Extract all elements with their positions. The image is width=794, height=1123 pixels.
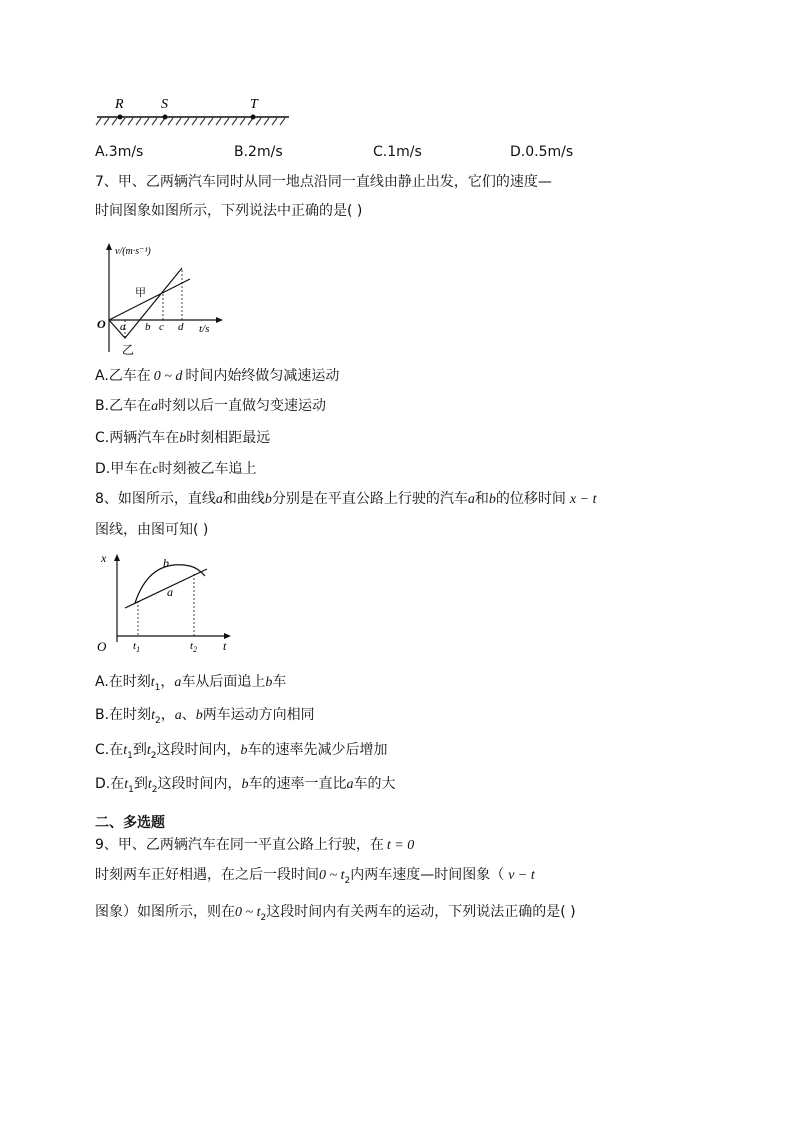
q7-option-c-var: b	[179, 431, 187, 446]
q8-option-a-text2: 车从后面追上	[181, 674, 266, 690]
q7-label-yi: 乙	[122, 343, 135, 357]
q7-label-jia: 甲	[135, 287, 146, 299]
q8-option-d-text: D.在	[95, 776, 125, 792]
q8-option-d-t2: t	[147, 777, 152, 792]
q8-option-a-var2: b	[265, 675, 273, 690]
q7-tick-a: a	[120, 321, 126, 333]
q7-option-a-text2: 时间内始终做匀减速运动	[185, 368, 340, 384]
q9-stem-line3	[95, 902, 576, 928]
q8-option-b-sep: ，	[160, 707, 175, 723]
q6-option-b[interactable]: B.2m/s	[234, 144, 283, 160]
rst-track-figure	[95, 92, 295, 130]
q8-option-b-var: a	[174, 708, 182, 723]
q8-option-b-text: B.在时刻	[95, 707, 152, 723]
section-title-multiple-choice: 二、多选题	[95, 815, 165, 831]
q7-option-a-range: 0 ~ d	[153, 369, 183, 384]
q8-option-c-s2: 2	[150, 750, 157, 761]
q8-option-c-t1: t	[123, 743, 128, 758]
q7-ylabel: v/(m·s⁻¹)	[115, 246, 151, 257]
q7-tick-b: b	[145, 321, 151, 333]
q7-option-c-text: C.两辆汽车在	[95, 430, 180, 446]
q9-stem-text-4: 图象）如图所示，则在	[95, 904, 235, 920]
q8-option-b[interactable]	[95, 705, 315, 731]
q8-origin: O	[97, 639, 107, 654]
q7-option-b-text: B.乙车在	[95, 398, 152, 414]
q8-option-c-text: C.在	[95, 742, 124, 758]
q8-option-c-to: 到	[132, 742, 147, 758]
q8-option-b-text2: 两车运动方向相同	[202, 707, 315, 723]
q7-option-a-text: A.乙车在	[95, 368, 151, 384]
q8-option-c-t2: t	[146, 743, 151, 758]
q9-stem-range: 0 ~ t	[319, 868, 345, 883]
q8-stem-text-1: 8、如图所示，直线	[95, 491, 216, 507]
label-s: S	[161, 97, 168, 112]
q7-tick-d: d	[178, 321, 184, 333]
q8-stem-text-4: 和	[474, 491, 489, 507]
q8-option-c-s1: 1	[127, 750, 133, 761]
q8-stem-text-5: 的位移时间	[495, 491, 566, 507]
label-r: R	[115, 97, 124, 112]
q8-stem-var-a: a	[215, 492, 223, 507]
q8-option-d-s1: 1	[128, 784, 134, 795]
q9-stem-line2	[95, 865, 535, 891]
q8-option-a-var: a	[174, 675, 182, 690]
q8-stem-xt: x − t	[569, 492, 597, 507]
q8-tick-t2: $t_2$	[190, 640, 198, 654]
q8-option-c[interactable]	[95, 740, 387, 766]
q8-option-a-t: t	[150, 675, 155, 690]
q8-option-d-s2: 2	[151, 784, 158, 795]
q8-option-b-sub: 2	[154, 715, 161, 726]
q8-option-a-sep: ，	[160, 674, 175, 690]
q9-stem-range2-sub: 2	[260, 912, 267, 923]
q8-xlabel: t	[223, 639, 227, 653]
q8-stem-text-3: 分别是在平直公路上行驶的汽车	[271, 491, 468, 507]
q8-label-a: a	[167, 585, 173, 599]
q8-xt-graph	[95, 548, 235, 656]
q8-option-a[interactable]	[95, 672, 286, 698]
q7-xlabel: t/s	[199, 323, 210, 335]
q9-stem-line1	[95, 835, 414, 856]
q8-stem-var-b: b	[264, 492, 272, 507]
q8-option-d-t1: t	[124, 777, 129, 792]
q7-option-b-text2: 时刻以后一直做匀变速运动	[158, 398, 327, 414]
q8-option-d-text3: 车的速率一直比	[248, 776, 347, 792]
q6-option-d[interactable]: D.0.5m/s	[510, 144, 574, 160]
q8-stem-var-a2: a	[467, 492, 475, 507]
q8-option-d-text2: 这段时间内，	[157, 776, 242, 792]
q9-stem-vt: v − t	[508, 868, 535, 883]
q8-option-a-text: A.在时刻	[95, 674, 151, 690]
q8-ylabel: x	[101, 551, 107, 565]
q6-option-c[interactable]: C.1m/s	[373, 144, 422, 160]
q7-stem-line1: 7、甲、乙两辆汽车同时从同一地点沿同一直线由静止出发，它们的速度—	[95, 174, 552, 190]
q9-stem-text-3: 内两车速度—时间图象（	[350, 867, 505, 883]
q9-stem-range2: 0 ~ t	[235, 905, 261, 920]
q7-option-b[interactable]	[95, 396, 326, 417]
q9-stem-text-5: 这段时间内有关两车的运动，下列说法正确的是( )	[266, 904, 576, 920]
label-t: T	[250, 97, 258, 112]
q8-option-d-var2: a	[346, 777, 354, 792]
q8-option-b-sep2: 、	[181, 707, 196, 723]
q9-stem-t0: t = 0	[386, 838, 415, 853]
q8-option-a-sub: 1	[154, 682, 161, 693]
q8-option-b-t: t	[151, 708, 155, 723]
q7-vt-graph	[95, 240, 235, 358]
q8-option-a-text3: 车	[272, 674, 287, 690]
q8-stem-var-b2: b	[488, 492, 496, 507]
q8-option-c-text2: 这段时间内，	[156, 742, 241, 758]
q8-tick-t1: $t_1$	[133, 640, 141, 654]
q7-stem-line2: 时间图象如图所示，下列说法中正确的是( )	[95, 203, 363, 219]
q7-option-d-var: c	[152, 462, 159, 477]
q7-option-d-text2: 时刻被乙车追上	[158, 461, 257, 477]
q6-option-a[interactable]: A.3m/s	[95, 144, 144, 160]
q9-stem-range-sub: 2	[344, 875, 351, 886]
q6-options	[95, 142, 695, 162]
q9-stem-text-1: 9、甲、乙两辆汽车在同一平直公路上行驶，在	[95, 837, 384, 853]
q8-option-c-text3: 车的速率先减少后增加	[247, 742, 388, 758]
q7-option-c-text2: 时刻相距最远	[186, 430, 271, 446]
q8-stem-line2: 图线，由图可知( )	[95, 522, 209, 538]
q8-option-b-var2: b	[195, 708, 203, 723]
q8-option-d-text4: 车的大	[353, 776, 396, 792]
q8-option-d-to: 到	[133, 776, 148, 792]
q8-option-c-var: b	[240, 743, 248, 758]
q9-stem-text-2: 时刻两车正好相遇，在之后一段时间	[95, 867, 319, 883]
q8-option-d[interactable]	[95, 774, 395, 800]
q7-option-b-var: a	[151, 399, 159, 414]
q7-option-a[interactable]	[95, 366, 339, 387]
q7-option-d[interactable]	[95, 459, 256, 480]
q8-stem-line1	[95, 489, 596, 510]
q7-option-d-text: D.甲车在	[95, 461, 153, 477]
q7-origin: O	[97, 317, 106, 331]
q7-option-c[interactable]	[95, 428, 270, 449]
q8-label-b: b	[163, 556, 169, 570]
q7-tick-c: c	[159, 321, 164, 333]
q8-option-d-var: b	[241, 777, 249, 792]
q8-stem-text-2: 和曲线	[222, 491, 265, 507]
